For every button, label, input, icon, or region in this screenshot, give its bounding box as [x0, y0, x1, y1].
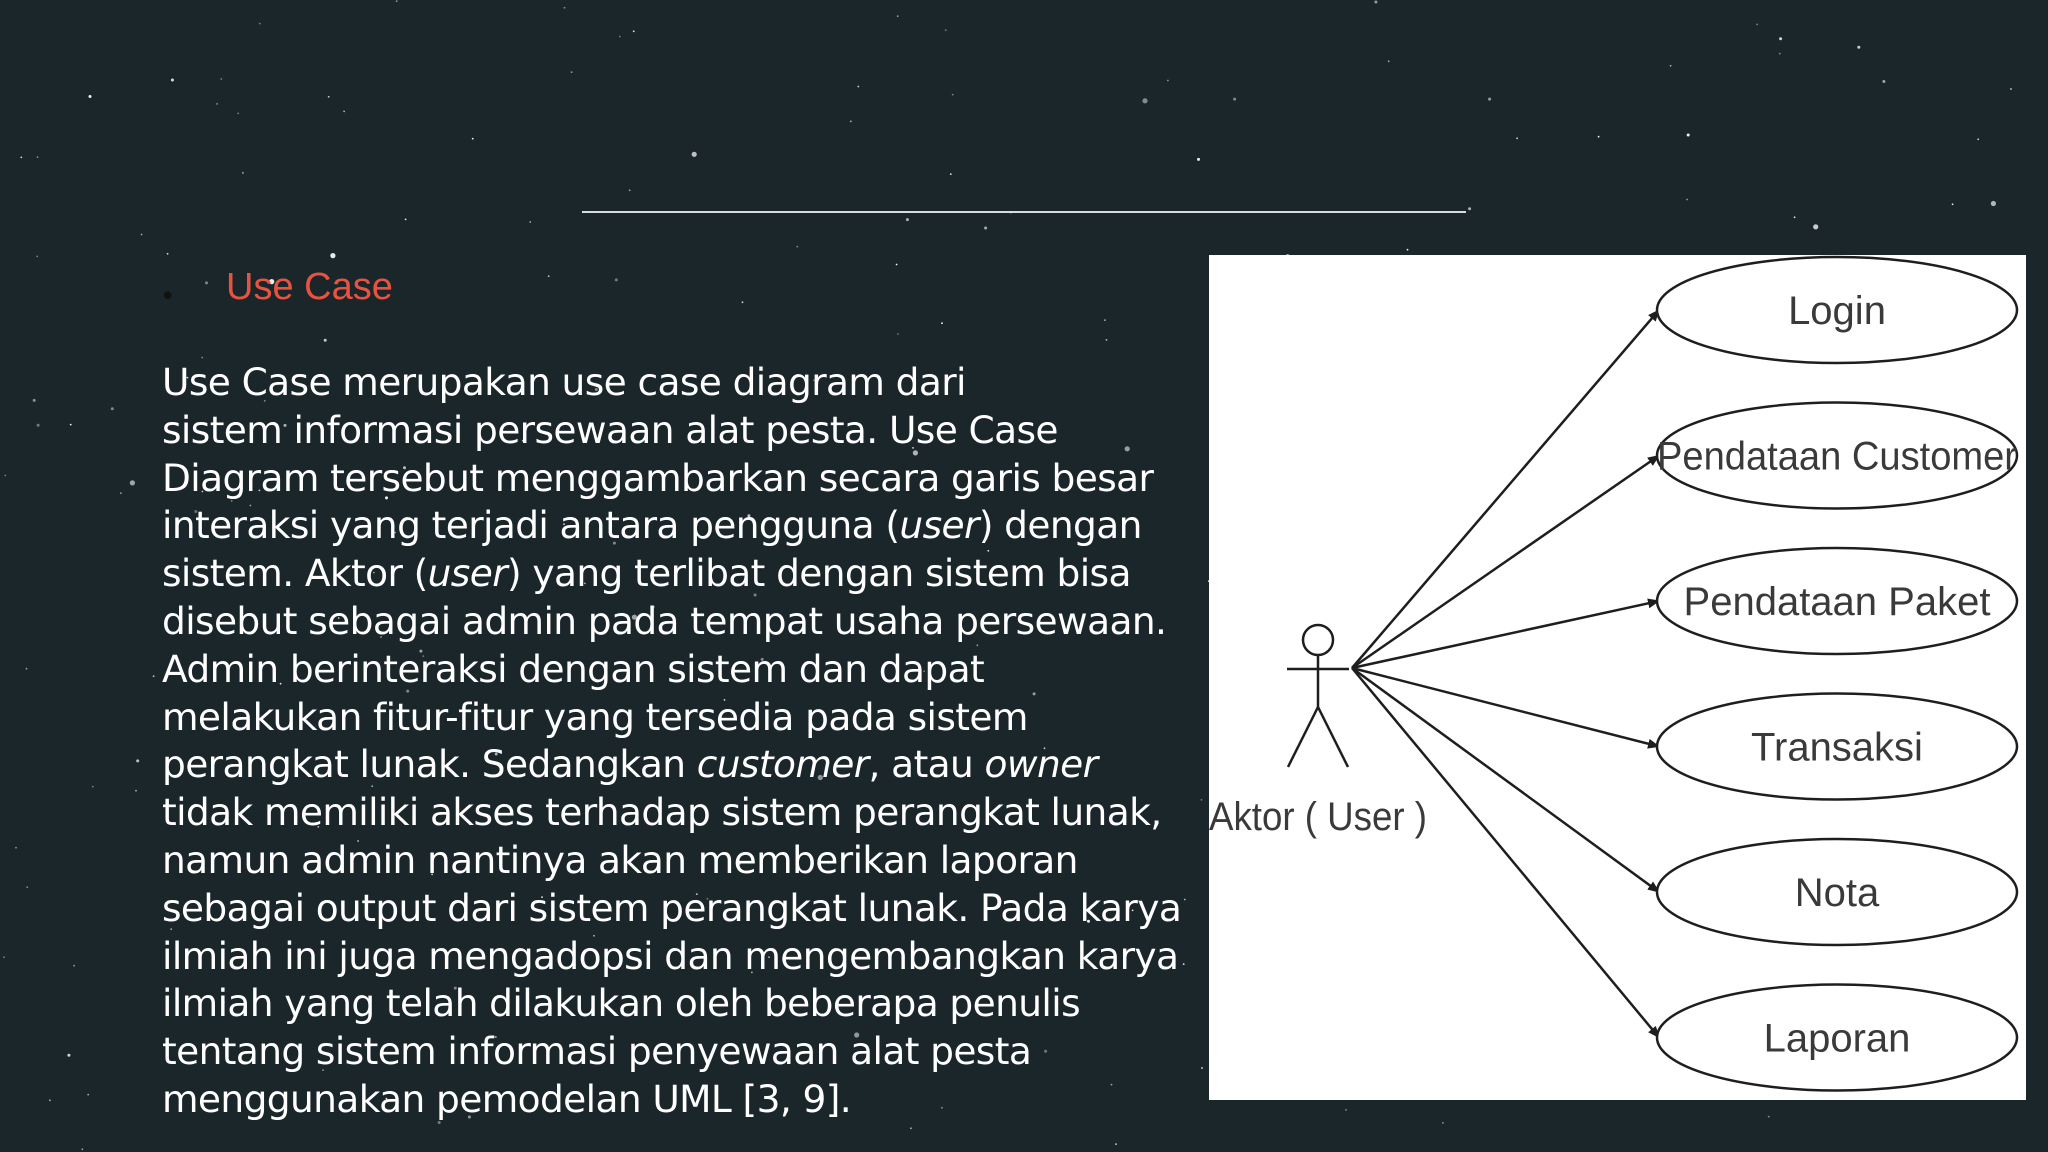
star: [3, 956, 5, 958]
use-case-pendataan-paket: [1352, 548, 2017, 668]
star: [20, 157, 22, 159]
use-case-diagram: [1209, 255, 2026, 1100]
text-run: interaksi yang terjadi antara pengguna (: [162, 503, 900, 548]
star: [896, 264, 898, 266]
star: [529, 221, 531, 223]
star: [33, 399, 36, 402]
use-case-label: Pendataan Customer: [1657, 434, 2017, 479]
star: [49, 1099, 51, 1101]
star: [73, 965, 75, 967]
star: [1388, 60, 1390, 62]
star: [548, 275, 550, 277]
body-line: [162, 455, 1202, 503]
use-case-label: Nota: [1794, 871, 1880, 915]
italic-term: customer: [696, 742, 869, 787]
star: [1345, 1109, 1347, 1111]
star: [67, 1054, 70, 1057]
star: [330, 253, 335, 258]
text-run: sistem. Aktor (: [162, 551, 428, 596]
star: [92, 786, 94, 788]
text-run: sistem informasi persewaan alat pesta. Use Case: [162, 407, 1058, 452]
text-run: ilmiah ini juga mengadopsi dan mengembangkan karya: [162, 933, 1179, 978]
text-run: melakukan fitur-fitur yang tersedia pada sistem: [162, 694, 1028, 739]
text-run: perangkat lunak. Sedangkan: [162, 742, 697, 787]
star: [1991, 201, 1996, 206]
star: [1115, 1143, 1117, 1145]
star: [945, 29, 947, 31]
star: [619, 36, 621, 38]
star: [692, 152, 697, 157]
star: [984, 227, 987, 230]
star: [1779, 53, 1781, 55]
text-run: disebut sebagai admin pada tempat usaha persewaan.: [162, 598, 1167, 643]
body-line: [162, 1076, 1202, 1124]
star: [472, 138, 474, 140]
star: [26, 886, 28, 888]
star: [70, 424, 72, 426]
star: [1952, 203, 1954, 205]
text-run: ) dengan: [978, 503, 1142, 548]
star: [4, 475, 6, 477]
star: [1670, 65, 1672, 67]
text-run: tentang sistem informasi penyewaan alat pesta: [162, 1029, 1032, 1074]
association-arrow: [1352, 668, 1659, 747]
star: [167, 253, 169, 255]
star: [36, 256, 38, 258]
star: [120, 492, 122, 494]
text-run: Diagram tersebut menggambarkan secara garis besar: [162, 455, 1154, 500]
body-line: [162, 359, 1202, 407]
star: [906, 218, 909, 221]
star: [37, 156, 39, 158]
star: [1142, 98, 1147, 103]
star: [171, 79, 174, 82]
star: [941, 322, 943, 324]
use-case-label: Laporan: [1763, 1016, 1911, 1061]
body-line: [162, 980, 1202, 1028]
star: [1813, 224, 1818, 229]
star: [615, 278, 618, 281]
text-run: , atau: [868, 742, 985, 787]
star: [220, 78, 222, 80]
star: [205, 281, 208, 284]
italic-term: owner: [984, 742, 1098, 787]
text-run: menggunakan pemodelan UML [3, 9].: [162, 1076, 852, 1121]
star: [135, 790, 137, 792]
body-line: [162, 741, 1202, 789]
star: [1488, 98, 1491, 101]
star: [26, 668, 28, 670]
star: [396, 0, 398, 2]
star: [259, 23, 261, 25]
star: [850, 121, 852, 123]
star: [111, 407, 114, 410]
star: [1516, 137, 1518, 139]
star: [629, 189, 631, 191]
italic-term: user: [899, 503, 979, 548]
star: [81, 1148, 83, 1150]
star: [1779, 37, 1782, 40]
association-arrow: [1352, 668, 1659, 1038]
body-line: [162, 789, 1202, 837]
body-line: [162, 885, 1202, 933]
body-line: [162, 933, 1202, 981]
star: [1598, 136, 1600, 138]
star: [216, 103, 218, 105]
star: [15, 847, 17, 849]
text-run: ) yang terlibat dengan sistem bisa: [507, 551, 1131, 596]
italic-term: user: [427, 551, 508, 596]
body-line: [162, 694, 1202, 742]
star: [324, 339, 327, 342]
star: [952, 94, 954, 96]
star: [328, 96, 330, 98]
star: [1794, 216, 1796, 218]
use-case-label: Login: [1788, 289, 1886, 333]
star: [1686, 199, 1688, 201]
star: [857, 86, 859, 88]
title-divider-line: [582, 211, 1466, 213]
star: [1106, 339, 1108, 341]
section-heading: Use Case: [226, 266, 393, 308]
star: [1857, 46, 1860, 49]
actor-right-leg: [1318, 707, 1348, 767]
body-line: [162, 550, 1202, 598]
star: [237, 113, 239, 115]
text-run: namun admin nantinya akan memberikan laporan: [162, 837, 1078, 882]
body-paragraph: [162, 359, 1202, 1124]
star: [37, 424, 40, 427]
use-case-transaksi: [1352, 668, 2017, 800]
text-run: tidak memiliki akses terhadap sistem perangkat lunak,: [162, 790, 1162, 835]
star: [2010, 88, 2012, 90]
body-line: [162, 837, 1202, 885]
text-run: ilmiah yang telah dilakukan oleh beberapa penulis: [162, 981, 1081, 1026]
body-line: [162, 646, 1202, 694]
star: [405, 219, 407, 221]
body-line: [162, 1028, 1202, 1076]
star: [1407, 249, 1409, 251]
star: [1768, 1116, 1770, 1118]
star: [796, 246, 798, 248]
actor-head: [1303, 625, 1333, 655]
use-case-label: Transaksi: [1751, 725, 1923, 770]
association-arrow: [1352, 601, 1659, 668]
actor-label: Aktor ( User ): [1209, 795, 1427, 839]
star: [633, 30, 635, 32]
association-arrow: [1352, 668, 1659, 892]
star: [1882, 80, 1885, 83]
star: [1197, 158, 1200, 161]
star: [1442, 1122, 1444, 1124]
text-run: sebagai output dari sistem perangkat lunak. Pada karya: [162, 885, 1182, 930]
text-run: Use Case merupakan use case diagram dari: [162, 360, 966, 404]
star: [1104, 319, 1106, 321]
body-line: [162, 502, 1202, 550]
star: [1977, 138, 1979, 140]
star: [1233, 98, 1236, 101]
star: [242, 172, 244, 174]
star: [742, 301, 744, 303]
star: [141, 234, 143, 236]
text-run: Admin berinteraksi dengan sistem dan dapat: [162, 646, 985, 691]
star: [897, 15, 899, 17]
star: [343, 111, 345, 113]
star: [564, 7, 566, 9]
association-arrow: [1352, 310, 1659, 668]
actor-figure: [1287, 625, 1349, 767]
body-line: [162, 598, 1202, 646]
star: [1687, 134, 1690, 137]
star: [910, 1127, 912, 1129]
star: [1374, 1, 1377, 4]
star: [1756, 24, 1758, 26]
star: [571, 71, 573, 73]
actor-left-leg: [1288, 707, 1318, 767]
star: [897, 333, 899, 335]
star: [1468, 207, 1471, 210]
star: [950, 173, 952, 175]
use-case-label: Pendataan Paket: [1683, 580, 1991, 624]
star: [153, 675, 155, 677]
star: [89, 95, 92, 98]
body-line: [162, 407, 1202, 455]
star: [1167, 80, 1169, 82]
star: [87, 1094, 89, 1096]
star: [136, 759, 139, 762]
star: [130, 480, 135, 485]
bullet-icon: •: [160, 282, 176, 312]
